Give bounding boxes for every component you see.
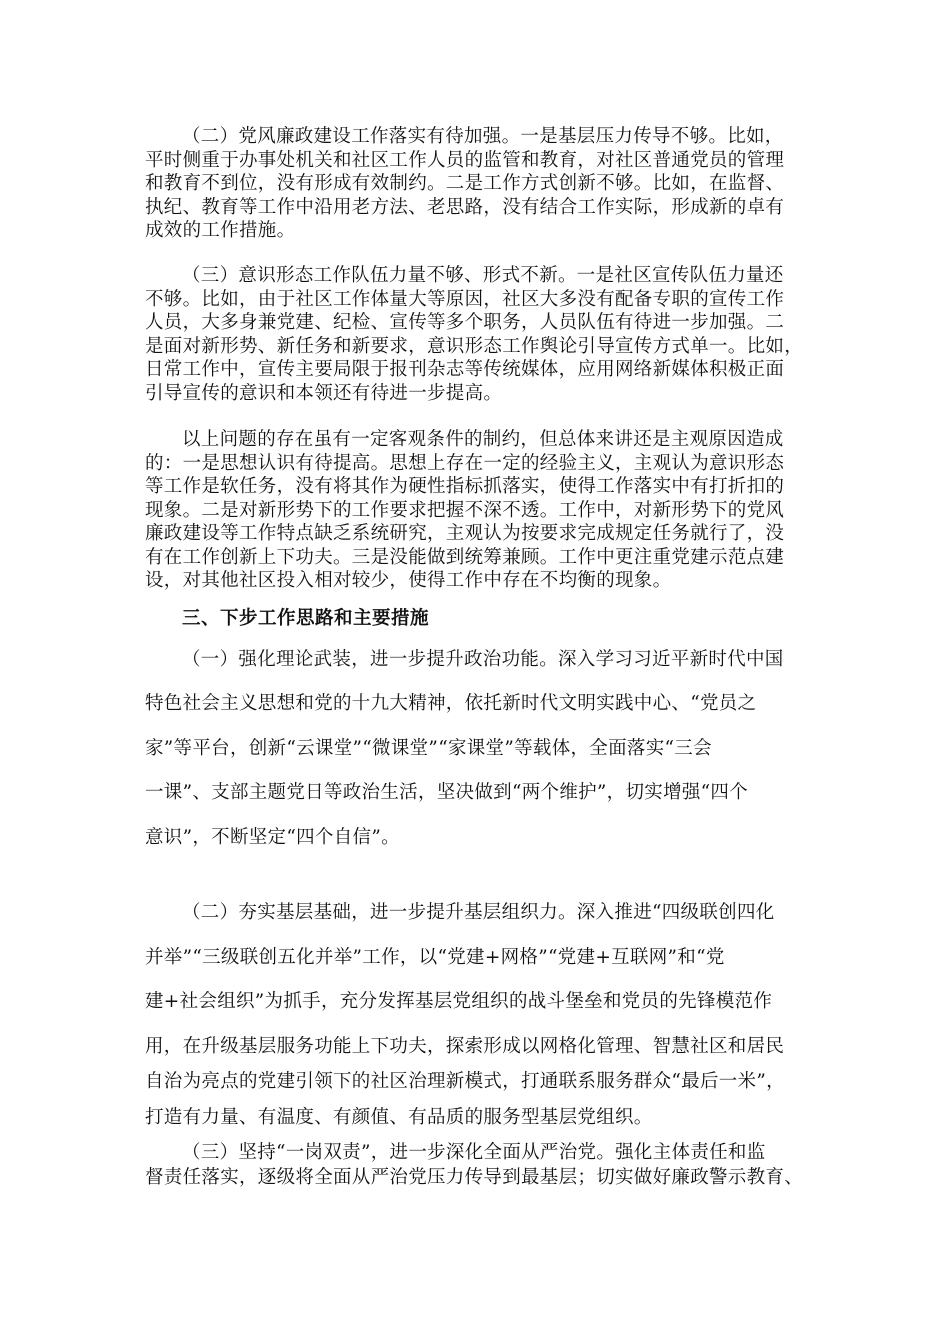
text-line: 人员，大多身兼党建、纪检、宣传等多个职务，人员队伍有待进一步加强。二 xyxy=(145,312,785,333)
text-line: （三）坚持“一岗双责”，进一步深化全面从严治党。强化主体责任和监 xyxy=(182,1142,766,1163)
text-line: 现象。二是对新形势下的工作要求把握不深不透。工作中，对新形势下的党风 xyxy=(145,499,785,521)
paragraph-measure-theory xyxy=(145,647,815,869)
paragraph-party-conduct xyxy=(145,125,815,243)
text-line: 引导宣传的意识和本领还有待进一步提高。 xyxy=(145,382,503,404)
paragraph-measure-discipline xyxy=(145,1140,815,1190)
text-line: 以上问题的存在虽有一定客观条件的制约，但总体来讲还是主观原因造成 xyxy=(182,429,784,450)
text-line: 日常工作中，宣传主要局限于报刊杂志等传统媒体，应用网络新媒体积极正面 xyxy=(145,359,785,380)
text-line: 督责任落实，逐级将全面从严治党压力传导到最基层；切实做好廉政警示教育、 xyxy=(145,1167,804,1188)
text-line: 成效的工作措施。 xyxy=(145,220,296,241)
text-line: （二）党风廉政建设工作落实有待加强。一是基层压力传导不够。比如， xyxy=(182,126,784,147)
text-line: 特色社会主义思想和党的十九大精神，依托新时代文明实践中心、“党员之 xyxy=(145,693,757,715)
text-line: 意识”，不断坚定“四个自信”。 xyxy=(145,826,400,848)
paragraph-measure-grassroots xyxy=(145,900,815,1140)
text-line: 有在工作创新上下功夫。三是没能做到统筹兼顾。工作中更注重党建示范点建 xyxy=(145,546,785,568)
text-line: 设，对其他社区投入相对较少，使得工作中存在不均衡的现象。 xyxy=(145,570,672,591)
text-line: （一）强化理论武装，进一步提升政治功能。深入学习习近平新时代中国 xyxy=(182,649,784,670)
text-line: （三）意识形态工作队伍力量不够、形式不新。一是社区宣传队伍力量还 xyxy=(182,265,784,286)
text-line: 自治为亮点的党建引领下的社区治理新模式，打通联系服务群众“最后一米”， xyxy=(145,1071,785,1093)
text-line: 平时侧重于办事处机关和社区工作人员的监管和教育，对社区普通党员的管理 xyxy=(145,149,785,171)
text-line: 等工作是软任务，没有将其作为硬性指标抓落实，使得工作落实中有打折扣的 xyxy=(145,476,785,497)
paragraph-ideology-team xyxy=(145,264,815,405)
text-line: 家”等平台，创新“云课堂”“微课堂”“家课堂”等载体，全面落实“三会 xyxy=(145,737,712,759)
text-line: （二）夯实基层基础，进一步提升基层组织力。深入推进“四级联创四化 xyxy=(182,902,775,923)
text-line: 不够。比如，由于社区工作体量大等原因，社区大多没有配备专职的宣传工作 xyxy=(145,288,785,310)
text-line: 和教育不到位，没有形成有效制约。二是工作方式创新不够。比如，在监督、 xyxy=(145,173,785,194)
text-line: 打造有力量、有温度、有颜值、有品质的服务型基层党组织。 xyxy=(145,1106,653,1128)
text-line: 是面对新形势、新任务和新要求，意识形态工作舆论引导宣传方式单一。比如， xyxy=(145,335,804,357)
text-line: 并举”“三级联创五化并举”工作，以“党建+网格”“党建+互联网”和“党 xyxy=(145,946,725,968)
text-line: 执纪、教育等工作中沿用老方法、老思路，没有结合工作实际，形成新的卓有 xyxy=(145,196,785,218)
text-line: 的：一是思想认识有待提高。思想上存在一定的经验主义，主观认为意识形态 xyxy=(145,452,785,474)
text-line: 用，在升级基层服务功能上下功夫，探索形成以网格化管理、智慧社区和居民 xyxy=(145,1035,785,1057)
text-line: 廉政建设等工作特点缺乏系统研究，主观认为按要求完成规定任务就行了，没 xyxy=(145,523,785,544)
section-heading: 三、下步工作思路和主要措施 xyxy=(182,608,430,629)
text-line: 一课”、支部主题党日等政治生活，坚决做到“两个维护”，切实增强“四个 xyxy=(145,782,749,804)
paragraph-causes xyxy=(145,428,815,593)
text-line: 建+社会组织”为抓手，充分发挥基层党组织的战斗堡垒和党员的先锋模范作 xyxy=(145,991,773,1013)
